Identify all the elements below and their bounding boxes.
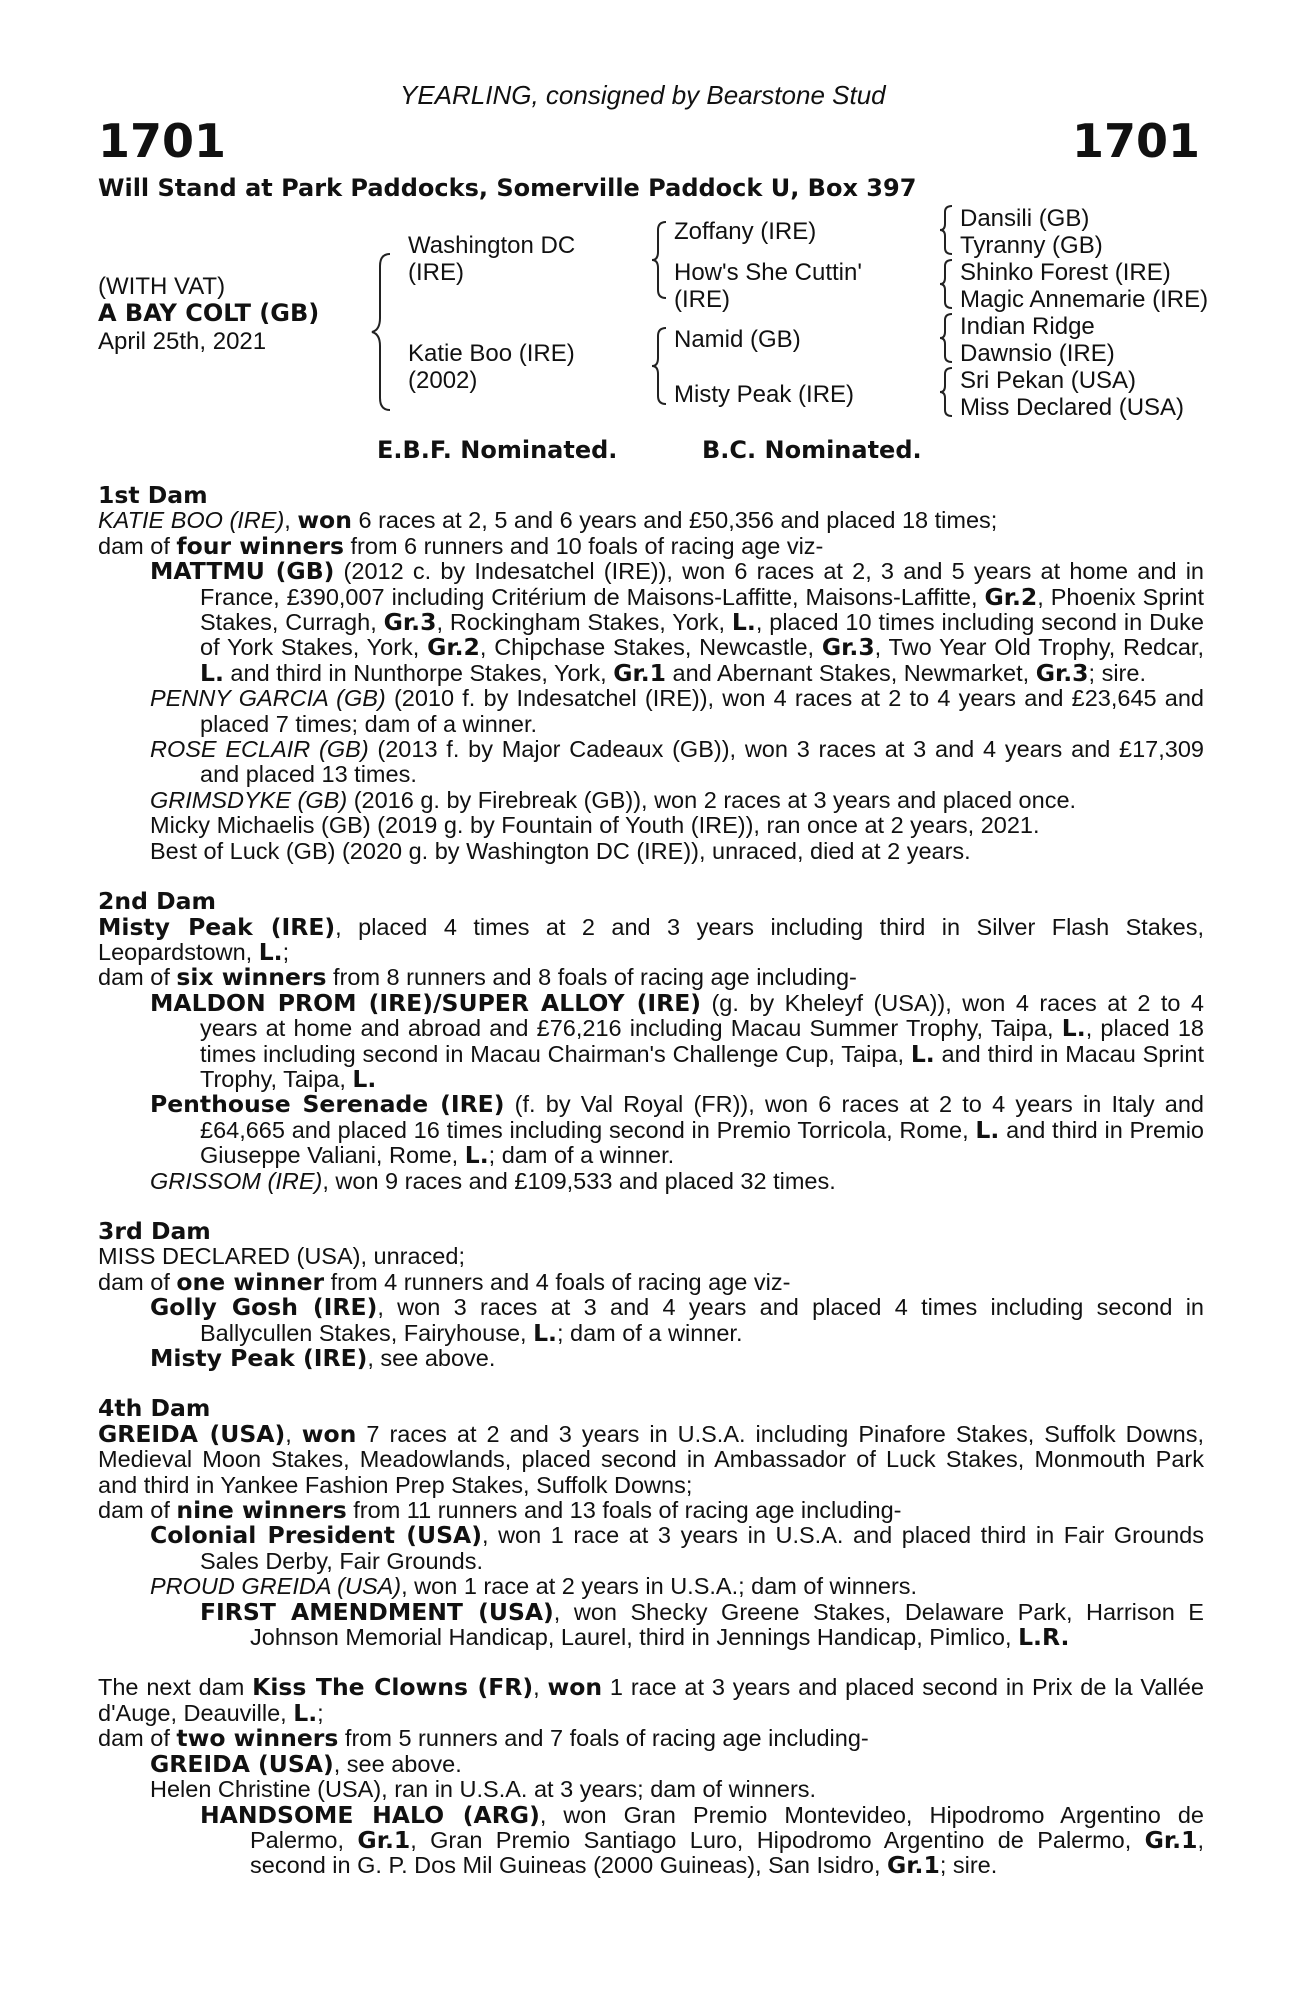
- fourth-dam-summary: GREIDA (USA), won 7 races at 2 and 3 years in U.S.A. including Pinafore Stakes, Suffolk Downs, Medieval Moon Stakes, Meadowlands, placed second in Ambassador of Luck Stakes, Monmouth Park and third in Yankee Fashion Prep Stakes, Suffolk Downs;: [98, 1419, 1205, 1498]
- first-dam-produce: dam of four winners from 6 runners and 10 foals of racing age viz-: [98, 531, 824, 560]
- horse-name: A BAY COLT (GB): [98, 299, 320, 327]
- progeny-entry-grissom: GRISSOM (IRE), won 9 races and £109,533 and placed 32 times.: [150, 1167, 836, 1194]
- first-dam-summary: KATIE BOO (IRE), won 6 races at 2, 5 and 6 years and £50,356 and placed 18 times;: [98, 506, 998, 535]
- pedigree-brace-g4: [938, 366, 956, 418]
- progeny-entry-penthouse-serenade: Penthouse Serenade (IRE) (f. by Val Royal (FR)), won 6 races at 2 to 4 years in Italy and £64,665 and placed 16 times including second in Premio Torricola, Rome, L. and third in Premio Giuseppe Valiani, Rome, L.; dam of a winner.: [150, 1090, 1204, 1170]
- progeny-entry-mattmu: MATTMU (GB) (2012 c. by Indesatchel (IRE)), won 6 races at 2, 3 and 5 years at home and in France, £390,007 including Critérium de Maisons-Laffitte, Maisons-Laffitte, Gr.2, Phoenix Sprint Stakes, Curragh, Gr.3, Rockingham Stakes, York, L., placed 10 times including second in Duke of York Stakes, York, Gr.2, Chipchase Stakes, Newcastle, Gr.3, Two Year Old Trophy, Redcar, L. and third in Nunthorpe Stakes, York, Gr.1 and Abernant Stakes, Newmarket, Gr.3; sire.: [150, 557, 1205, 687]
- progeny-entry-first-amendment: FIRST AMENDMENT (USA), won Shecky Greene Stakes, Delaware Park, Harrison E Johnson Memorial Handicap, Laurel, third in Jennings Handicap, Pimlico, L.R.: [200, 1597, 1204, 1652]
- pedigree-g3-4: Magic Annemarie (IRE): [960, 286, 1209, 313]
- first-dam-heading: 1st Dam: [98, 481, 208, 509]
- vat-note: (WITH VAT): [98, 273, 226, 300]
- next-dam-section: [98, 1675, 1204, 1878]
- pedigree-g3-7: Sri Pekan (USA): [960, 367, 1137, 394]
- fourth-dam-heading: 4th Dam: [98, 1394, 211, 1423]
- lot-number-right: 1701: [1071, 114, 1200, 168]
- pedigree-brace-g3: [938, 312, 956, 364]
- pedigree-brace-dam: [650, 326, 670, 406]
- bc-nomination: B.C. Nominated.: [702, 436, 922, 464]
- second-dam-heading: 2nd Dam: [98, 887, 216, 916]
- pedigree-g3-8: Miss Declared (USA): [960, 394, 1185, 421]
- progeny-entry-penny-garcia: PENNY GARCIA (GB) (2010 f. by Indesatchel (IRE)), won 4 races at 2 to 4 years and £23,645 and placed 7 times; dam of a winner.: [150, 685, 1204, 737]
- progeny-entry-grimsdyke: GRIMSDYKE (GB) (2016 g. by Firebreak (GB)), won 2 races at 3 years and placed once.: [150, 786, 1077, 813]
- progeny-entry-misty-peak: Misty Peak (IRE), see above.: [150, 1344, 496, 1372]
- pedigree-sire-dam: How's She Cuttin' (IRE): [674, 259, 862, 313]
- catalogue-body: [98, 483, 1204, 1879]
- progeny-entry-helen-christine: Helen Christine (USA), ran in U.S.A. at 3 years; dam of winners.: [150, 1776, 817, 1803]
- pedigree-dam-dam: Misty Peak (IRE): [674, 381, 855, 408]
- progeny-entry-handsome-halo: HANDSOME HALO (ARG), won Gran Premio Montevideo, Hipodromo Argentino de Palermo, Gr.1, Gran Premio Santiago Luro, Hipodromo Argentino de Palermo, Gr.1, second in G. P. Dos Mil Guineas (2000 Guineas), San Isidro, Gr.1; sire.: [200, 1800, 1204, 1880]
- first-dam-section: [98, 483, 1204, 864]
- lot-number-left: 1701: [98, 114, 227, 168]
- progeny-entry-proud-greida: PROUD GREIDA (USA), won 1 race at 2 years in U.S.A.; dam of winners.: [150, 1573, 918, 1600]
- progeny-entry-greida: GREIDA (USA), see above.: [150, 1749, 462, 1778]
- pedigree-dam: Katie Boo (IRE) (2002): [408, 340, 575, 394]
- second-dam-produce: dam of six winners from 8 runners and 8 foals of racing age including-: [98, 963, 857, 992]
- pedigree-brace-sire: [650, 220, 670, 300]
- stable-location: Will Stand at Park Paddocks, Somerville Paddock U, Box 397: [98, 174, 917, 202]
- pedigree-brace-main: [370, 252, 394, 412]
- pedigree-g3-5: Indian Ridge: [960, 313, 1095, 340]
- progeny-entry-maldon-prom: MALDON PROM (IRE)/SUPER ALLOY (IRE) (g. by Kheleyf (USA)), won 4 races at 2 to 4 years at home and abroad and £76,216 including Macau Summer Trophy, Taipa, L., placed 18 times including second in Macau Chairman's Challenge Cup, Taipa, L. and third in Macau Sprint Trophy, Taipa, L.: [150, 988, 1205, 1093]
- second-dam-section: [98, 889, 1204, 1194]
- progeny-entry-golly-gosh: Golly Gosh (IRE), won 3 races at 3 and 4 years and placed 4 times including second in Ballycullen Stakes, Fairyhouse, L.; dam of a winner.: [150, 1293, 1204, 1347]
- progeny-entry-best-of-luck: Best of Luck (GB) (2020 g. by Washington DC (IRE)), unraced, died at 2 years.: [150, 837, 971, 864]
- ebf-nomination: E.B.F. Nominated.: [377, 436, 618, 464]
- consignor-line: YEARLING, consigned by Bearstone Stud: [400, 80, 886, 110]
- third-dam-summary: MISS DECLARED (USA), unraced;: [98, 1243, 465, 1270]
- pedigree-brace-g2: [938, 258, 956, 310]
- pedigree-g3-2: Tyranny (GB): [960, 232, 1103, 259]
- third-dam-heading: 3rd Dam: [98, 1216, 211, 1245]
- pedigree-g3-3: Shinko Forest (IRE): [960, 259, 1171, 286]
- pedigree-g3-6: Dawnsio (IRE): [960, 340, 1115, 367]
- third-dam-produce: dam of one winner from 4 runners and 4 foals of racing age viz-: [98, 1267, 791, 1296]
- fourth-dam-produce: dam of nine winners from 11 runners and 13 foals of racing age including-: [98, 1496, 902, 1525]
- foaling-date: April 25th, 2021: [98, 328, 267, 355]
- pedigree-sire-sire: Zoffany (IRE): [674, 218, 817, 245]
- progeny-entry-micky-michaelis: Micky Michaelis (GB) (2019 g. by Fountain of Youth (IRE)), ran once at 2 years, 2021.: [150, 812, 1040, 839]
- progeny-entry-colonial-president: Colonial President (USA), won 1 race at 3 years in U.S.A. and placed third in Fair Grounds Sales Derby, Fair Grounds.: [150, 1521, 1204, 1574]
- fourth-dam-section: [98, 1396, 1204, 1650]
- pedigree-dam-sire: Namid (GB): [674, 326, 801, 353]
- next-dam-summary: The next dam Kiss The Clowns (FR), won 1 race at 3 years and placed second in Prix de la Vallée d'Auge, Deauville, L.;: [98, 1673, 1204, 1727]
- second-dam-summary: Misty Peak (IRE), placed 4 times at 2 and 3 years including third in Silver Flash Stakes, Leopardstown, L.;: [98, 912, 1204, 966]
- third-dam-section: [98, 1216, 1204, 1372]
- pedigree-g3-1: Dansili (GB): [960, 205, 1090, 232]
- next-dam-produce: dam of two winners from 5 runners and 7 foals of racing age including-: [98, 1724, 869, 1753]
- pedigree-brace-g1: [938, 204, 956, 256]
- pedigree-sire: Washington DC (IRE): [408, 232, 576, 286]
- progeny-entry-rose-eclair: ROSE ECLAIR (GB) (2013 f. by Major Cadeaux (GB)), won 3 races at 3 and 4 years and £17,309 and placed 13 times.: [150, 736, 1204, 788]
